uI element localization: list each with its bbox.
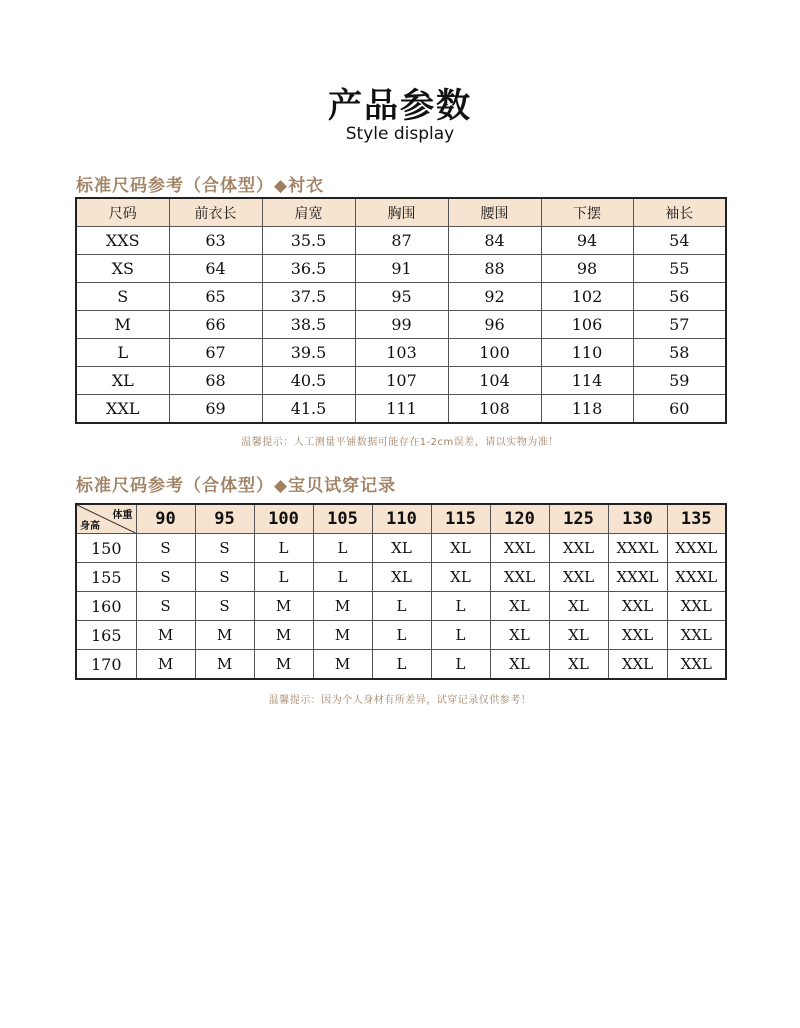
size-cell: L	[431, 621, 490, 650]
size-cell: XXL	[667, 621, 726, 650]
table-cell: 88	[448, 255, 541, 283]
table-cell: 108	[448, 395, 541, 424]
table-row	[76, 367, 726, 395]
table-cell: XXS	[76, 227, 169, 255]
table-cell: 87	[355, 227, 448, 255]
size-cell: M	[136, 621, 195, 650]
size-cell: L	[254, 563, 313, 592]
table-row	[76, 395, 726, 424]
size-cell: M	[195, 650, 254, 680]
weight-header-cell: 125	[549, 504, 608, 534]
table-cell: 36.5	[262, 255, 355, 283]
table-row	[76, 255, 726, 283]
table-row	[76, 621, 726, 650]
weight-header-cell: 105	[313, 504, 372, 534]
size-cell: S	[195, 592, 254, 621]
size-cell: XXL	[549, 563, 608, 592]
table-header-row	[76, 504, 726, 534]
height-cell: 155	[76, 563, 136, 592]
size-cell: XXXL	[667, 534, 726, 563]
weight-header-cell: 130	[608, 504, 667, 534]
weight-header-cell: 90	[136, 504, 195, 534]
table-row	[76, 592, 726, 621]
table-cell: 39.5	[262, 339, 355, 367]
size-cell: M	[254, 621, 313, 650]
size-cell: XL	[372, 534, 431, 563]
size-cell: L	[313, 563, 372, 592]
size-cell: XL	[490, 621, 549, 650]
size-cell: XXL	[490, 534, 549, 563]
table-cell: 67	[169, 339, 262, 367]
header-size: 尺码	[76, 198, 169, 227]
header-shoulder: 肩宽	[262, 198, 355, 227]
page-title: 产品参数	[328, 86, 472, 126]
try-on-record-table	[75, 503, 727, 680]
size-cell: S	[136, 592, 195, 621]
table-cell: 111	[355, 395, 448, 424]
page-subtitle: Style display	[345, 124, 455, 144]
weight-header-cell: 100	[254, 504, 313, 534]
size-cell: XXL	[549, 534, 608, 563]
table-cell: 41.5	[262, 395, 355, 424]
size-cell: M	[136, 650, 195, 680]
size-cell: XL	[372, 563, 431, 592]
table-row	[76, 339, 726, 367]
try-on-section-title: 标准尺码参考（合体型）◆宝贝试穿记录	[76, 476, 397, 496]
table-cell: 38.5	[262, 311, 355, 339]
weight-header-cell: 95	[195, 504, 254, 534]
table-cell: 104	[448, 367, 541, 395]
size-cell: XXXL	[667, 563, 726, 592]
size-cell: M	[313, 650, 372, 680]
size-cell: XL	[549, 650, 608, 680]
size-cell: S	[195, 563, 254, 592]
size-cell: L	[431, 592, 490, 621]
table-cell: 66	[169, 311, 262, 339]
size-cell: L	[372, 621, 431, 650]
table-cell: 110	[541, 339, 633, 367]
size-cell: XL	[549, 621, 608, 650]
table-cell: 107	[355, 367, 448, 395]
weight-header-cell: 120	[490, 504, 549, 534]
table-cell: 64	[169, 255, 262, 283]
table-cell: 94	[541, 227, 633, 255]
size-cell: L	[313, 534, 372, 563]
size-cell: L	[254, 534, 313, 563]
table-cell: 99	[355, 311, 448, 339]
shirt-size-table	[75, 197, 727, 424]
size-cell: S	[136, 563, 195, 592]
table-cell: 98	[541, 255, 633, 283]
size-cell: XXL	[608, 650, 667, 680]
table-cell: 96	[448, 311, 541, 339]
table-row	[76, 227, 726, 255]
table-cell: XXL	[76, 395, 169, 424]
weight-label: 体重	[112, 510, 133, 521]
size-cell: M	[313, 621, 372, 650]
height-label: 身高	[80, 521, 100, 532]
table-cell: 54	[633, 227, 726, 255]
size-cell: XXXL	[608, 534, 667, 563]
table-cell: L	[76, 339, 169, 367]
size-cell: XL	[490, 650, 549, 680]
table-cell: 69	[169, 395, 262, 424]
table-header-row	[76, 198, 726, 227]
table-row	[76, 283, 726, 311]
size-cell: XL	[431, 534, 490, 563]
table-row	[76, 311, 726, 339]
table-cell: 65	[169, 283, 262, 311]
weight-header-cell: 135	[667, 504, 726, 534]
table-cell: S	[76, 283, 169, 311]
table-cell: 63	[169, 227, 262, 255]
table-cell: 100	[448, 339, 541, 367]
table-cell: 37.5	[262, 283, 355, 311]
size-cell: XXXL	[608, 563, 667, 592]
weight-header-cell: 110	[372, 504, 431, 534]
size-cell: M	[254, 650, 313, 680]
size-cell: XXL	[608, 621, 667, 650]
size-cell: XXL	[490, 563, 549, 592]
header-waist: 腰围	[448, 198, 541, 227]
header-sleeve: 袖长	[633, 198, 726, 227]
table-row	[76, 534, 726, 563]
size-cell: M	[313, 592, 372, 621]
table-cell: 114	[541, 367, 633, 395]
table-cell: 55	[633, 255, 726, 283]
shirt-size-section-title: 标准尺码参考（合体型）◆衬衣	[76, 176, 325, 196]
table-cell: 60	[633, 395, 726, 424]
table-cell: 106	[541, 311, 633, 339]
table-cell: 57	[633, 311, 726, 339]
table-cell: 95	[355, 283, 448, 311]
table-cell: XS	[76, 255, 169, 283]
table-cell: 68	[169, 367, 262, 395]
size-cell: S	[195, 534, 254, 563]
size-cell: M	[195, 621, 254, 650]
table-cell: M	[76, 311, 169, 339]
table-cell: 58	[633, 339, 726, 367]
table-cell: 56	[633, 283, 726, 311]
size-cell: M	[254, 592, 313, 621]
height-cell: 165	[76, 621, 136, 650]
table-cell: 91	[355, 255, 448, 283]
corner-header-cell	[76, 504, 136, 534]
size-cell: XL	[549, 592, 608, 621]
table-cell: 118	[541, 395, 633, 424]
header-hem: 下摆	[541, 198, 633, 227]
height-cell: 170	[76, 650, 136, 680]
size-cell: S	[136, 534, 195, 563]
size-cell: XL	[431, 563, 490, 592]
measurement-note: 温馨提示：人工测量平铺数据可能存在1-2cm误差，请以实物为准！	[241, 437, 559, 448]
table-cell: 59	[633, 367, 726, 395]
table-cell: 92	[448, 283, 541, 311]
table-row	[76, 650, 726, 680]
weight-header-cell: 115	[431, 504, 490, 534]
height-cell: 160	[76, 592, 136, 621]
table-cell: 84	[448, 227, 541, 255]
size-cell: XXL	[667, 650, 726, 680]
header-chest: 胸围	[355, 198, 448, 227]
table-cell: 102	[541, 283, 633, 311]
size-cell: XL	[490, 592, 549, 621]
size-cell: L	[431, 650, 490, 680]
table-cell: XL	[76, 367, 169, 395]
table-row	[76, 563, 726, 592]
header-front-length: 前衣长	[169, 198, 262, 227]
try-on-note: 温馨提示：因为个人身材有所差异，试穿记录仅供参考！	[268, 695, 532, 706]
size-cell: L	[372, 650, 431, 680]
size-cell: L	[372, 592, 431, 621]
size-cell: XXL	[608, 592, 667, 621]
size-cell: XXL	[667, 592, 726, 621]
table-cell: 35.5	[262, 227, 355, 255]
table-cell: 40.5	[262, 367, 355, 395]
table-cell: 103	[355, 339, 448, 367]
height-cell: 150	[76, 534, 136, 563]
